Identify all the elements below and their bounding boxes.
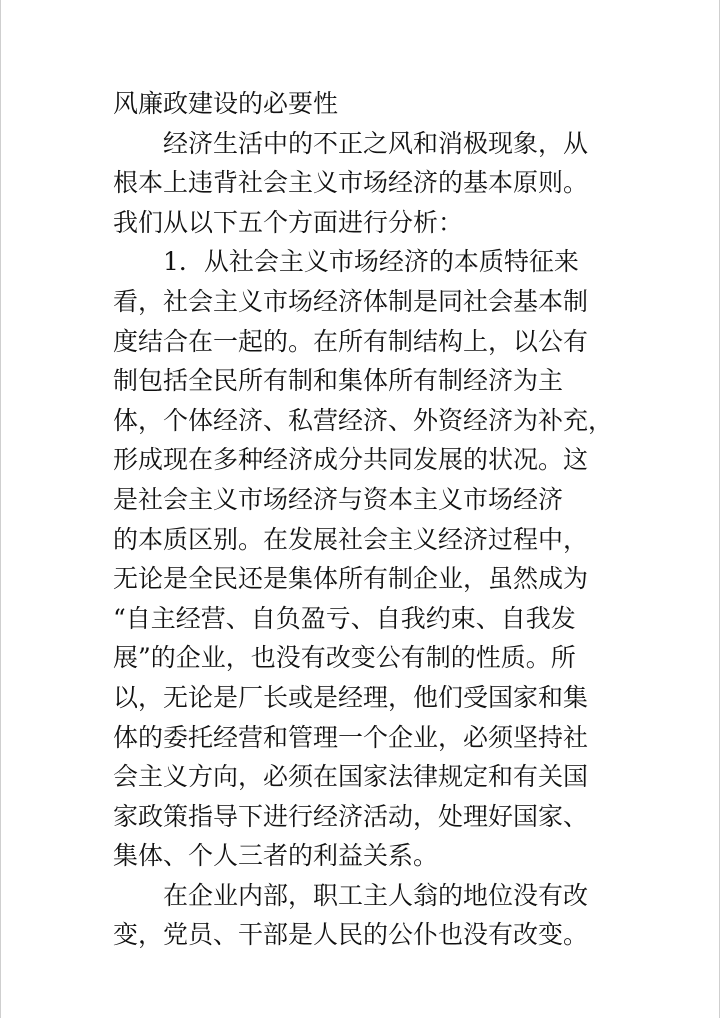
text-line-13: “自主经营、自负盈亏、自我约束、自我发 xyxy=(113,603,576,633)
text-line-6: 度结合在一起的。在所有制结构上，以公有 xyxy=(113,326,589,356)
text-line-3: 我们从以下五个方面进行分析： xyxy=(113,207,464,237)
text-line-20: 在企业内部，职工主人翁的地位没有改 xyxy=(163,880,589,910)
text-line-4: 1．从社会主义市场经济的本质特征来 xyxy=(163,247,579,277)
document-title: 风廉政建设的必要性 xyxy=(113,89,339,118)
text-line-15: 以，无论是厂长或是经理，他们受国家和集 xyxy=(113,682,589,712)
text-line-19: 集体、个人三者的利益关系。 xyxy=(113,841,439,871)
text-line-16: 体的委托经营和管理一个企业，必须坚持社 xyxy=(113,722,589,752)
text-line-5: 看，社会主义市场经济体制是同社会基本制 xyxy=(113,286,589,316)
text-line-11: 的本质区别。在发展社会主义经济过程中， xyxy=(113,524,589,554)
text-line-12: 无论是全民还是集体所有制企业，虽然成为 xyxy=(113,564,589,594)
text-line-18: 家政策指导下进行经济活动，处理好国家、 xyxy=(113,801,589,831)
text-line-14: 展”的企业，也没有改变公有制的性质。所 xyxy=(113,643,576,673)
text-line-21: 变，党员、干部是人民的公仆也没有改变。 xyxy=(113,920,589,950)
text-line-10: 是社会主义市场经济与资本主义市场经济 xyxy=(113,484,564,514)
text-line-9: 形成现在多种经济成分共同发展的状况。这 xyxy=(113,445,589,475)
text-line-7: 制包括全民所有制和集体所有制经济为主 xyxy=(113,366,564,396)
text-line-2: 根本上违背社会主义市场经济的基本原则。 xyxy=(113,168,589,198)
text-line-17: 会主义方向，必须在国家法律规定和有关国 xyxy=(113,762,589,792)
text-line-1: 经济生活中的不正之风和消极现象，从 xyxy=(163,128,589,158)
document-body xyxy=(113,84,633,955)
text-line-8: 体，个体经济、私营经济、外资经济为补充， xyxy=(113,405,614,435)
